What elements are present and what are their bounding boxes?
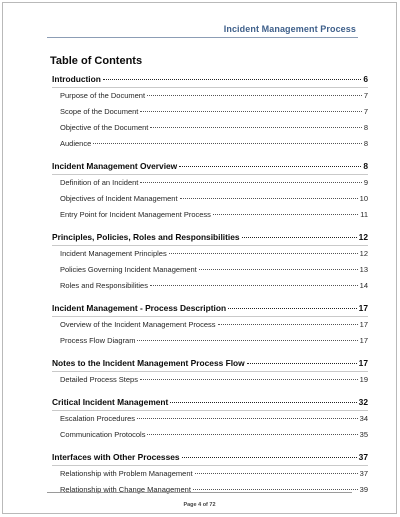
toc-page-number: 11 — [360, 210, 368, 219]
dot-leader — [140, 379, 358, 380]
toc-page-number: 8 — [363, 161, 368, 171]
toc-entry-title[interactable]: Audience — [60, 139, 92, 148]
toc-entry-title[interactable]: Overview of the Incident Management Process — [60, 320, 216, 329]
toc-subsection-entry[interactable] — [52, 88, 368, 104]
toc-subsection-entry[interactable] — [52, 191, 368, 207]
toc-page-number: 17 — [359, 336, 368, 345]
toc-section-entry[interactable] — [52, 394, 368, 411]
toc-page-number: 9 — [363, 178, 368, 187]
toc-page-number: 6 — [363, 74, 368, 84]
toc-page-number: 37 — [359, 469, 368, 478]
dot-leader — [140, 182, 361, 183]
dot-leader — [147, 434, 357, 435]
dot-leader — [140, 111, 361, 112]
toc-page-number: 39 — [359, 485, 368, 494]
dot-leader — [213, 214, 358, 215]
toc-page-number: 10 — [359, 194, 368, 203]
toc-entry-title[interactable]: Entry Point for Incident Management Process — [60, 210, 211, 219]
page-number: Page 4 of 72 — [183, 502, 216, 508]
dot-leader — [179, 166, 361, 167]
dot-leader — [193, 489, 358, 490]
toc-entry-title[interactable]: Scope of the Document — [60, 107, 139, 116]
dot-leader — [242, 237, 357, 238]
page-header — [47, 21, 358, 38]
dot-leader — [180, 198, 358, 199]
toc-section-entry[interactable] — [52, 355, 368, 372]
toc-section-entry[interactable] — [52, 71, 368, 88]
toc-page-number: 14 — [359, 281, 368, 290]
toc-entry-title[interactable]: Interfaces with Other Processes — [52, 452, 180, 462]
toc-subsection-entry[interactable] — [52, 411, 368, 427]
dot-leader — [103, 79, 361, 80]
toc-page-number: 35 — [359, 430, 368, 439]
toc-page-number: 17 — [358, 358, 368, 368]
toc-page-number: 17 — [358, 303, 368, 313]
dot-leader — [218, 324, 358, 325]
dot-leader — [150, 285, 358, 286]
toc-entry-title[interactable]: Definition of an Incident — [60, 178, 139, 187]
toc-subsection-entry[interactable] — [52, 175, 368, 191]
toc-entry-title[interactable]: Objective of the Document — [60, 123, 149, 132]
dot-leader — [137, 340, 357, 341]
dot-leader — [170, 402, 356, 403]
toc-section-entry[interactable] — [52, 229, 368, 246]
dot-leader — [93, 143, 362, 144]
toc-entry-title[interactable]: Relationship with Problem Management — [60, 469, 193, 478]
toc-section-entry[interactable] — [52, 449, 368, 466]
toc-page-number: 7 — [363, 107, 368, 116]
toc-entry-title[interactable]: Principles, Policies, Roles and Responsibilities — [52, 232, 240, 242]
toc-heading: Table of Contents — [50, 55, 143, 67]
dot-leader — [137, 418, 358, 419]
toc-section-entry[interactable] — [52, 158, 368, 175]
dot-leader — [150, 127, 361, 128]
toc-entry-title[interactable]: Roles and Responsibilities — [60, 281, 148, 290]
toc-page-number: 34 — [359, 414, 368, 423]
dot-leader — [199, 269, 358, 270]
toc-entry-title[interactable]: Incident Management - Process Description — [52, 303, 227, 313]
toc-subsection-entry[interactable] — [52, 136, 368, 152]
toc-page-number: 13 — [359, 265, 368, 274]
toc-subsection-entry[interactable] — [52, 278, 368, 294]
toc-entry-title[interactable]: Introduction — [52, 74, 101, 84]
toc-subsection-entry[interactable] — [52, 372, 368, 388]
toc-entry-title[interactable]: Incident Management Principles — [60, 249, 167, 258]
toc-page-number: 8 — [363, 139, 368, 148]
toc-entry-title[interactable]: Communication Protocols — [60, 430, 146, 439]
dot-leader — [228, 308, 357, 309]
toc-page-number: 19 — [359, 375, 368, 384]
toc-subsection-entry[interactable] — [52, 262, 368, 278]
document-page — [2, 2, 397, 514]
toc-subsection-entry[interactable] — [52, 120, 368, 136]
toc-entry-title[interactable]: Notes to the Incident Management Process Flow — [52, 358, 245, 368]
toc-entry-title[interactable]: Relationship with Change Management — [60, 485, 191, 494]
toc-subsection-entry[interactable] — [52, 207, 368, 223]
toc-entry-title[interactable]: Policies Governing Incident Management — [60, 265, 197, 274]
toc-entry-title[interactable]: Objectives of Incident Management — [60, 194, 178, 203]
toc-page-number: 12 — [359, 249, 368, 258]
page-footer — [47, 492, 352, 508]
toc-page-number: 37 — [358, 452, 368, 462]
table-of-contents — [52, 71, 368, 498]
toc-subsection-entry[interactable] — [52, 466, 368, 482]
toc-page-number: 32 — [358, 397, 368, 407]
header-title: Incident Management Process — [223, 24, 356, 34]
dot-leader — [182, 457, 357, 458]
toc-page-number: 12 — [358, 232, 368, 242]
toc-entry-title[interactable]: Critical Incident Management — [52, 397, 169, 407]
toc-subsection-entry[interactable] — [52, 333, 368, 349]
toc-page-number: 8 — [363, 123, 368, 132]
toc-page-number: 17 — [359, 320, 368, 329]
toc-entry-title[interactable]: Purpose of the Document — [60, 91, 146, 100]
toc-entry-title[interactable]: Process Flow Diagram — [60, 336, 136, 345]
toc-section-entry[interactable] — [52, 300, 368, 317]
dot-leader — [169, 253, 358, 254]
toc-entry-title[interactable]: Escalation Procedures — [60, 414, 136, 423]
dot-leader — [147, 95, 362, 96]
dot-leader — [247, 363, 357, 364]
toc-subsection-entry[interactable] — [52, 246, 368, 262]
toc-page-number: 7 — [363, 91, 368, 100]
toc-entry-title[interactable]: Detailed Process Steps — [60, 375, 138, 384]
toc-subsection-entry[interactable] — [52, 427, 368, 443]
toc-entry-title[interactable]: Incident Management Overview — [52, 161, 178, 171]
toc-subsection-entry[interactable] — [52, 104, 368, 120]
toc-subsection-entry[interactable] — [52, 317, 368, 333]
dot-leader — [195, 473, 358, 474]
